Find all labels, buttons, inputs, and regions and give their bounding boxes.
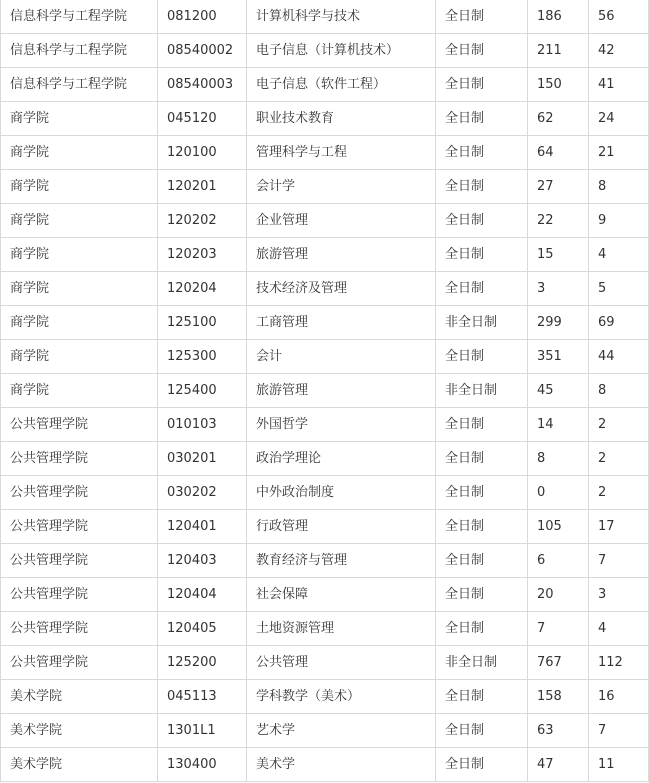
table-row bbox=[1, 510, 649, 544]
study-mode-cell: 全日制 bbox=[436, 544, 528, 578]
major-code-cell: 08540002 bbox=[158, 34, 247, 68]
table-row bbox=[1, 306, 649, 340]
applicants-cell: 62 bbox=[528, 102, 589, 136]
table-row bbox=[1, 340, 649, 374]
major-code-cell: 125100 bbox=[158, 306, 247, 340]
major-code-cell: 120202 bbox=[158, 204, 247, 238]
major-code-cell: 120401 bbox=[158, 510, 247, 544]
college-cell: 商学院 bbox=[1, 306, 158, 340]
major-code-cell: 125200 bbox=[158, 646, 247, 680]
college-cell: 公共管理学院 bbox=[1, 646, 158, 680]
study-mode-cell: 全日制 bbox=[436, 510, 528, 544]
admitted-cell: 7 bbox=[589, 714, 649, 748]
major-name-cell: 会计 bbox=[247, 340, 436, 374]
applicants-cell: 27 bbox=[528, 170, 589, 204]
college-cell: 商学院 bbox=[1, 204, 158, 238]
major-name-cell: 艺术学 bbox=[247, 714, 436, 748]
major-code-cell: 1301L1 bbox=[158, 714, 247, 748]
study-mode-cell: 全日制 bbox=[436, 136, 528, 170]
applicants-cell: 3 bbox=[528, 272, 589, 306]
applicants-cell: 63 bbox=[528, 714, 589, 748]
admitted-cell: 112 bbox=[589, 646, 649, 680]
table-row bbox=[1, 408, 649, 442]
college-cell: 公共管理学院 bbox=[1, 476, 158, 510]
study-mode-cell: 全日制 bbox=[436, 714, 528, 748]
table-body bbox=[1, 0, 649, 782]
major-code-cell: 045113 bbox=[158, 680, 247, 714]
applicants-cell: 45 bbox=[528, 374, 589, 408]
applicants-cell: 14 bbox=[528, 408, 589, 442]
admitted-cell: 2 bbox=[589, 476, 649, 510]
major-name-cell: 政治学理论 bbox=[247, 442, 436, 476]
admitted-cell: 44 bbox=[589, 340, 649, 374]
admitted-cell: 7 bbox=[589, 544, 649, 578]
table-row bbox=[1, 68, 649, 102]
study-mode-cell: 全日制 bbox=[436, 442, 528, 476]
admitted-cell: 42 bbox=[589, 34, 649, 68]
table-row bbox=[1, 272, 649, 306]
admitted-cell: 4 bbox=[589, 612, 649, 646]
major-name-cell: 旅游管理 bbox=[247, 238, 436, 272]
table-row bbox=[1, 102, 649, 136]
study-mode-cell: 全日制 bbox=[436, 204, 528, 238]
major-code-cell: 030202 bbox=[158, 476, 247, 510]
table-row bbox=[1, 612, 649, 646]
college-cell: 公共管理学院 bbox=[1, 408, 158, 442]
study-mode-cell: 全日制 bbox=[436, 102, 528, 136]
applicants-cell: 6 bbox=[528, 544, 589, 578]
major-code-cell: 045120 bbox=[158, 102, 247, 136]
major-name-cell: 行政管理 bbox=[247, 510, 436, 544]
major-name-cell: 会计学 bbox=[247, 170, 436, 204]
admitted-cell: 17 bbox=[589, 510, 649, 544]
college-cell: 信息科学与工程学院 bbox=[1, 34, 158, 68]
study-mode-cell: 全日制 bbox=[436, 340, 528, 374]
admitted-cell: 69 bbox=[589, 306, 649, 340]
major-code-cell: 120201 bbox=[158, 170, 247, 204]
major-code-cell: 08540003 bbox=[158, 68, 247, 102]
table-row bbox=[1, 238, 649, 272]
admitted-cell: 11 bbox=[589, 748, 649, 782]
college-cell: 公共管理学院 bbox=[1, 578, 158, 612]
major-name-cell: 外国哲学 bbox=[247, 408, 436, 442]
table-row bbox=[1, 34, 649, 68]
study-mode-cell: 全日制 bbox=[436, 0, 528, 34]
admitted-cell: 3 bbox=[589, 578, 649, 612]
admitted-cell: 8 bbox=[589, 170, 649, 204]
admitted-cell: 8 bbox=[589, 374, 649, 408]
major-code-cell: 120404 bbox=[158, 578, 247, 612]
major-name-cell: 计算机科学与技术 bbox=[247, 0, 436, 34]
major-name-cell: 技术经济及管理 bbox=[247, 272, 436, 306]
major-name-cell: 土地资源管理 bbox=[247, 612, 436, 646]
major-code-cell: 010103 bbox=[158, 408, 247, 442]
table-row bbox=[1, 680, 649, 714]
applicants-cell: 7 bbox=[528, 612, 589, 646]
major-name-cell: 管理科学与工程 bbox=[247, 136, 436, 170]
applicants-cell: 105 bbox=[528, 510, 589, 544]
college-cell: 商学院 bbox=[1, 340, 158, 374]
table-row bbox=[1, 0, 649, 34]
study-mode-cell: 全日制 bbox=[436, 748, 528, 782]
study-mode-cell: 全日制 bbox=[436, 272, 528, 306]
applicants-cell: 186 bbox=[528, 0, 589, 34]
major-code-cell: 125300 bbox=[158, 340, 247, 374]
table-row bbox=[1, 170, 649, 204]
college-cell: 公共管理学院 bbox=[1, 442, 158, 476]
major-name-cell: 职业技术教育 bbox=[247, 102, 436, 136]
college-cell: 商学院 bbox=[1, 102, 158, 136]
study-mode-cell: 全日制 bbox=[436, 68, 528, 102]
major-name-cell: 电子信息（软件工程） bbox=[247, 68, 436, 102]
study-mode-cell: 全日制 bbox=[436, 34, 528, 68]
admitted-cell: 16 bbox=[589, 680, 649, 714]
study-mode-cell: 非全日制 bbox=[436, 306, 528, 340]
study-mode-cell: 全日制 bbox=[436, 476, 528, 510]
table-row bbox=[1, 204, 649, 238]
major-code-cell: 120204 bbox=[158, 272, 247, 306]
admitted-cell: 24 bbox=[589, 102, 649, 136]
table-row bbox=[1, 714, 649, 748]
college-cell: 商学院 bbox=[1, 170, 158, 204]
admitted-cell: 56 bbox=[589, 0, 649, 34]
major-name-cell: 学科教学（美术） bbox=[247, 680, 436, 714]
college-cell: 信息科学与工程学院 bbox=[1, 68, 158, 102]
major-code-cell: 120403 bbox=[158, 544, 247, 578]
study-mode-cell: 全日制 bbox=[436, 408, 528, 442]
major-name-cell: 企业管理 bbox=[247, 204, 436, 238]
college-cell: 商学院 bbox=[1, 238, 158, 272]
major-name-cell: 美术学 bbox=[247, 748, 436, 782]
major-name-cell: 公共管理 bbox=[247, 646, 436, 680]
major-name-cell: 电子信息（计算机技术） bbox=[247, 34, 436, 68]
study-mode-cell: 全日制 bbox=[436, 680, 528, 714]
admitted-cell: 5 bbox=[589, 272, 649, 306]
study-mode-cell: 全日制 bbox=[436, 170, 528, 204]
major-code-cell: 125400 bbox=[158, 374, 247, 408]
major-code-cell: 030201 bbox=[158, 442, 247, 476]
major-code-cell: 120405 bbox=[158, 612, 247, 646]
major-name-cell: 中外政治制度 bbox=[247, 476, 436, 510]
major-code-cell: 130400 bbox=[158, 748, 247, 782]
study-mode-cell: 非全日制 bbox=[436, 646, 528, 680]
applicants-cell: 22 bbox=[528, 204, 589, 238]
table-row bbox=[1, 374, 649, 408]
table-row bbox=[1, 578, 649, 612]
applicants-cell: 351 bbox=[528, 340, 589, 374]
applicants-cell: 299 bbox=[528, 306, 589, 340]
college-cell: 美术学院 bbox=[1, 714, 158, 748]
major-name-cell: 工商管理 bbox=[247, 306, 436, 340]
study-mode-cell: 全日制 bbox=[436, 238, 528, 272]
admitted-cell: 41 bbox=[589, 68, 649, 102]
table-row bbox=[1, 748, 649, 782]
applicants-cell: 47 bbox=[528, 748, 589, 782]
college-cell: 商学院 bbox=[1, 136, 158, 170]
table-row bbox=[1, 476, 649, 510]
applicants-cell: 150 bbox=[528, 68, 589, 102]
admitted-cell: 2 bbox=[589, 408, 649, 442]
applicants-cell: 211 bbox=[528, 34, 589, 68]
major-name-cell: 社会保障 bbox=[247, 578, 436, 612]
table-row bbox=[1, 442, 649, 476]
admitted-cell: 4 bbox=[589, 238, 649, 272]
college-cell: 公共管理学院 bbox=[1, 510, 158, 544]
college-cell: 公共管理学院 bbox=[1, 612, 158, 646]
college-cell: 美术学院 bbox=[1, 748, 158, 782]
admitted-cell: 21 bbox=[589, 136, 649, 170]
study-mode-cell: 非全日制 bbox=[436, 374, 528, 408]
major-code-cell: 120203 bbox=[158, 238, 247, 272]
admitted-cell: 2 bbox=[589, 442, 649, 476]
applicants-cell: 767 bbox=[528, 646, 589, 680]
study-mode-cell: 全日制 bbox=[436, 612, 528, 646]
college-cell: 信息科学与工程学院 bbox=[1, 0, 158, 34]
college-cell: 商学院 bbox=[1, 272, 158, 306]
major-name-cell: 旅游管理 bbox=[247, 374, 436, 408]
applicants-cell: 20 bbox=[528, 578, 589, 612]
admitted-cell: 9 bbox=[589, 204, 649, 238]
major-name-cell: 教育经济与管理 bbox=[247, 544, 436, 578]
college-cell: 公共管理学院 bbox=[1, 544, 158, 578]
major-code-cell: 081200 bbox=[158, 0, 247, 34]
college-cell: 商学院 bbox=[1, 374, 158, 408]
applicants-cell: 8 bbox=[528, 442, 589, 476]
applicants-cell: 158 bbox=[528, 680, 589, 714]
table-row bbox=[1, 136, 649, 170]
table-row bbox=[1, 646, 649, 680]
table-row bbox=[1, 544, 649, 578]
major-code-cell: 120100 bbox=[158, 136, 247, 170]
study-mode-cell: 全日制 bbox=[436, 578, 528, 612]
applicants-cell: 0 bbox=[528, 476, 589, 510]
applicants-cell: 15 bbox=[528, 238, 589, 272]
college-cell: 美术学院 bbox=[1, 680, 158, 714]
applicants-cell: 64 bbox=[528, 136, 589, 170]
